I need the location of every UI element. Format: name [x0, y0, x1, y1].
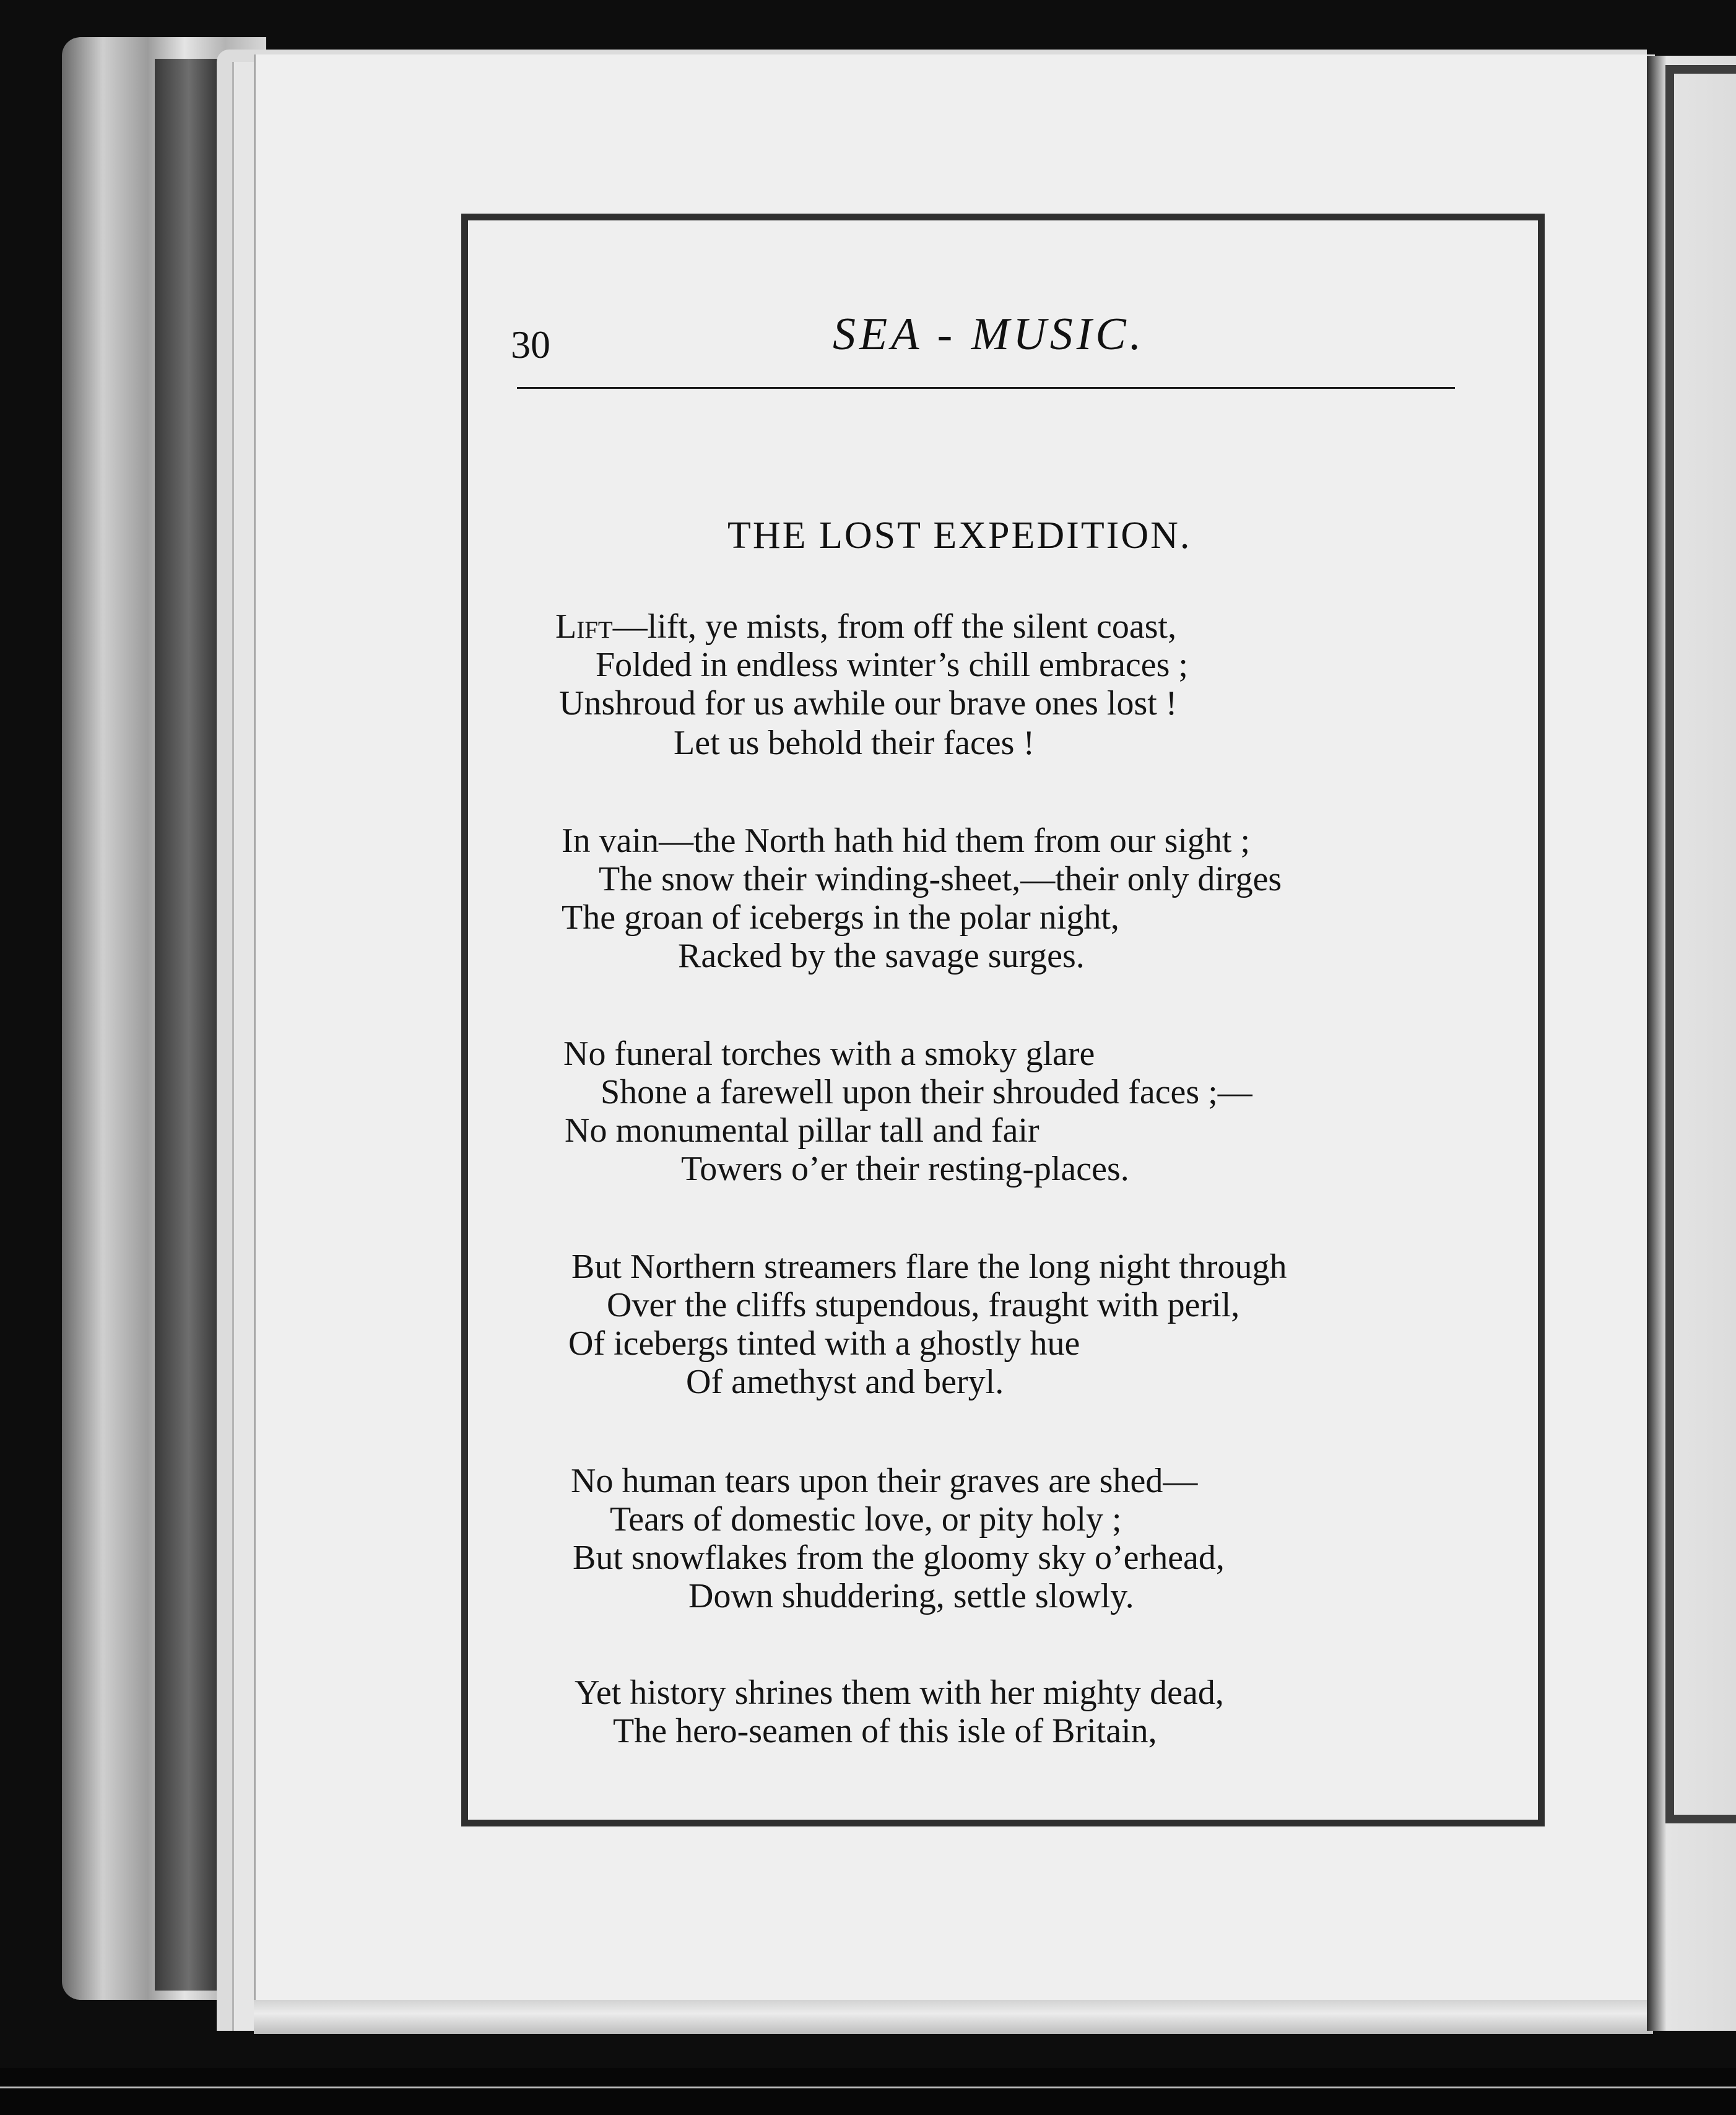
poem-line: But Northern streamers flare the long night through — [571, 1248, 1287, 1286]
poem-line: Over the cliffs stupendous, fraught with peril, — [607, 1286, 1240, 1324]
poem-line: No funeral torches with a smoky glare — [563, 1035, 1095, 1073]
poem-line — [555, 609, 1176, 644]
poem-line: Towers o’er their resting-places. — [681, 1150, 1129, 1188]
poem-line: The hero-seamen of this isle of Britain, — [613, 1712, 1157, 1750]
poem-line: Yet history shrines them with her mighty dead, — [575, 1674, 1224, 1712]
running-head: SEA - MUSIC. — [833, 309, 1145, 360]
poem-line: Of icebergs tinted with a ghostly hue — [568, 1324, 1080, 1363]
poem-line: Down shuddering, settle slowly. — [688, 1577, 1134, 1615]
poem-line: Tears of domestic love, or pity holy ; — [610, 1500, 1122, 1539]
poem-line: The snow their winding-sheet,—their only dirges — [599, 860, 1282, 898]
line-text: —lift, ye mists, from off the silent coast, — [612, 607, 1177, 646]
drop-word: Lift — [555, 607, 613, 646]
poem-line: Racked by the savage surges. — [678, 937, 1085, 975]
poem-line: Shone a farewell upon their shrouded faces ;— — [601, 1073, 1252, 1111]
poem-title: THE LOST EXPEDITION. — [727, 515, 1192, 557]
page-number: 30 — [511, 323, 550, 367]
poem-line: Unshroud for us awhile our brave ones lost ! — [559, 684, 1178, 723]
poem-line: Of amethyst and beryl. — [686, 1363, 1004, 1401]
poem-line: In vain—the North hath hid them from our sight ; — [562, 822, 1251, 860]
poem-line: But snowflakes from the gloomy sky o’erhead, — [573, 1539, 1225, 1577]
poem-line: Folded in endless winter’s chill embraces ; — [596, 646, 1188, 684]
poem-line: Let us behold their faces ! — [674, 724, 1035, 762]
poem-line: The groan of icebergs in the polar night, — [562, 898, 1119, 937]
poem-line: No monumental pillar tall and fair — [565, 1111, 1039, 1150]
poem-line: No human tears upon their graves are shed— — [571, 1462, 1198, 1500]
